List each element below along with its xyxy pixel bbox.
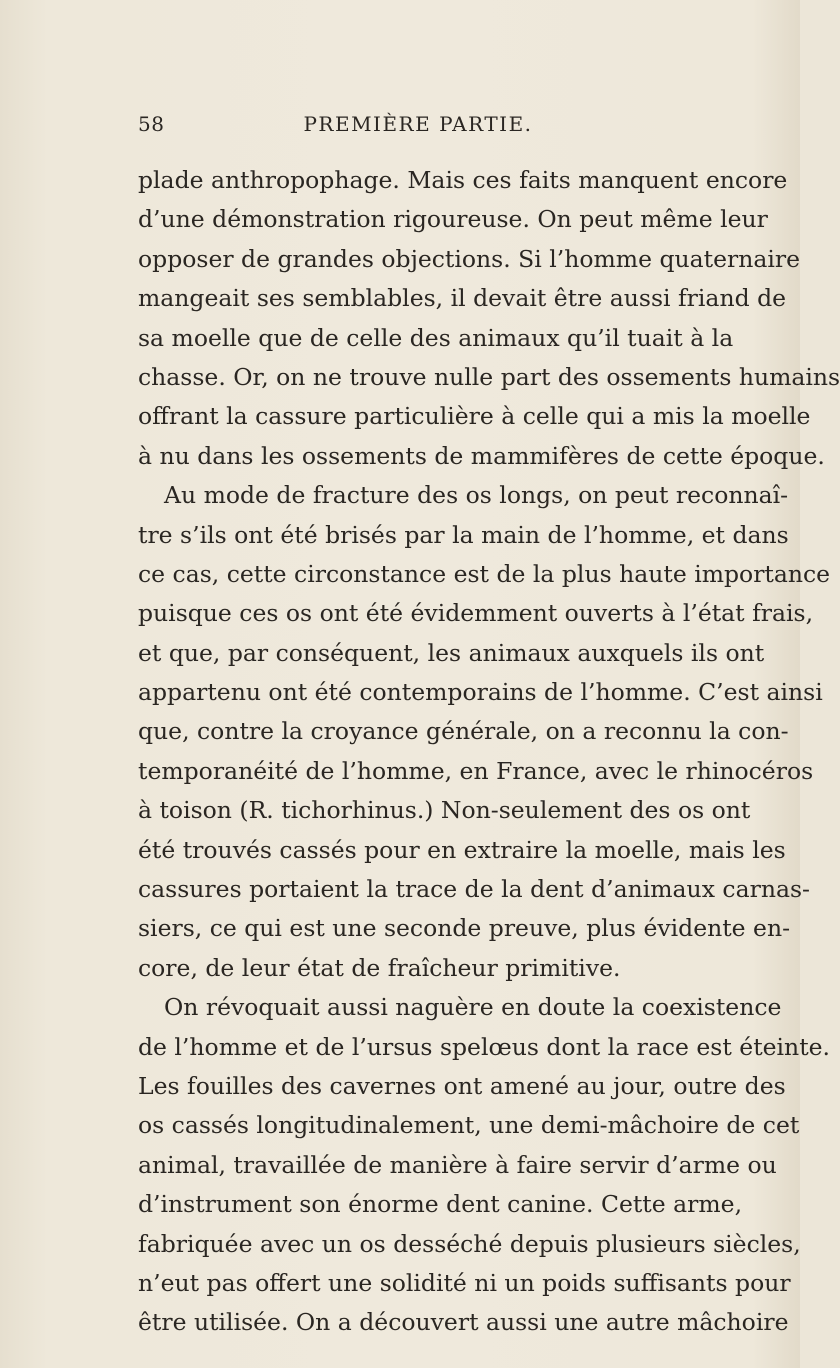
text-line: Au mode de fracture des os longs, on peut reconnaî- bbox=[164, 481, 789, 510]
text-line: animal, travaillée de manière à faire servir d’arme ou bbox=[138, 1150, 777, 1179]
text-line: tre s’ils ont été brisés par la main de l’homme, et dans bbox=[138, 520, 789, 549]
text-line: siers, ce qui est une seconde preuve, plus évidente en- bbox=[138, 914, 791, 943]
text-line: de l’homme et de l’ursus spelœus dont la race est éteinte. bbox=[138, 1032, 831, 1061]
text-line: n’eut pas offert une solidité ni un poids suffisants pour bbox=[138, 1268, 791, 1297]
text-line: mangeait ses semblables, il devait être aussi friand de bbox=[138, 284, 787, 313]
text-line: offrant la cassure particulière à celle qui a mis la moelle bbox=[138, 402, 811, 431]
text-line: appartenu ont été contemporains de l’homme. C’est ainsi bbox=[138, 678, 823, 707]
page-number: 58 bbox=[138, 112, 165, 136]
text-line: d’une démonstration rigoureuse. On peut même leur bbox=[138, 205, 768, 234]
text-line: que, contre la croyance générale, on a reconnu la con- bbox=[138, 717, 789, 746]
text-line: core, de leur état de fraîcheur primitive. bbox=[138, 953, 621, 982]
paragraph bbox=[138, 988, 831, 1343]
text-line: être utilisée. On a découvert aussi une autre mâchoire bbox=[138, 1308, 789, 1337]
text-line: à nu dans les ossements de mammifères de cette époque. bbox=[138, 441, 825, 470]
paragraph bbox=[138, 476, 831, 988]
text-line: ce cas, cette circonstance est de la plus haute importance bbox=[138, 559, 831, 588]
paragraph bbox=[138, 161, 840, 476]
body-text bbox=[138, 161, 840, 1343]
text-line: On révoquait aussi naguère en doute la coexistence bbox=[164, 993, 782, 1022]
page-header bbox=[138, 112, 698, 140]
text-line: cassures portaient la trace de la dent d’animaux carnas- bbox=[138, 875, 810, 904]
text-line: d’instrument son énorme dent canine. Cette arme, bbox=[138, 1190, 743, 1219]
running-head: PREMIÈRE PARTIE. bbox=[303, 112, 533, 136]
text-line: sa moelle que de celle des animaux qu’il tuait à la bbox=[138, 323, 734, 352]
text-line: plade anthropophage. Mais ces faits manquent encore bbox=[138, 166, 788, 194]
text-line: chasse. Or, on ne trouve nulle part des ossements humains bbox=[138, 362, 840, 391]
text-line: été trouvés cassés pour en extraire la moelle, mais les bbox=[138, 835, 786, 864]
text-line: temporanéité de l’homme, en France, avec le rhinocéros bbox=[138, 756, 814, 785]
text-line: opposer de grandes objections. Si l’homme quaternaire bbox=[138, 244, 801, 273]
text-line: à toison (R. tichorhinus.) Non-seulement des os ont bbox=[138, 796, 751, 825]
text-line: fabriquée avec un os desséché depuis plusieurs siècles, bbox=[138, 1229, 801, 1258]
text-line: et que, par conséquent, les animaux auxquels ils ont bbox=[138, 638, 765, 667]
text-line: Les fouilles des cavernes ont amené au jour, outre des bbox=[138, 1071, 786, 1100]
text-line: puisque ces os ont été évidemment ouverts à l’état frais, bbox=[138, 599, 814, 628]
text-line: os cassés longitudinalement, une demi-mâchoire de cet bbox=[138, 1111, 800, 1140]
